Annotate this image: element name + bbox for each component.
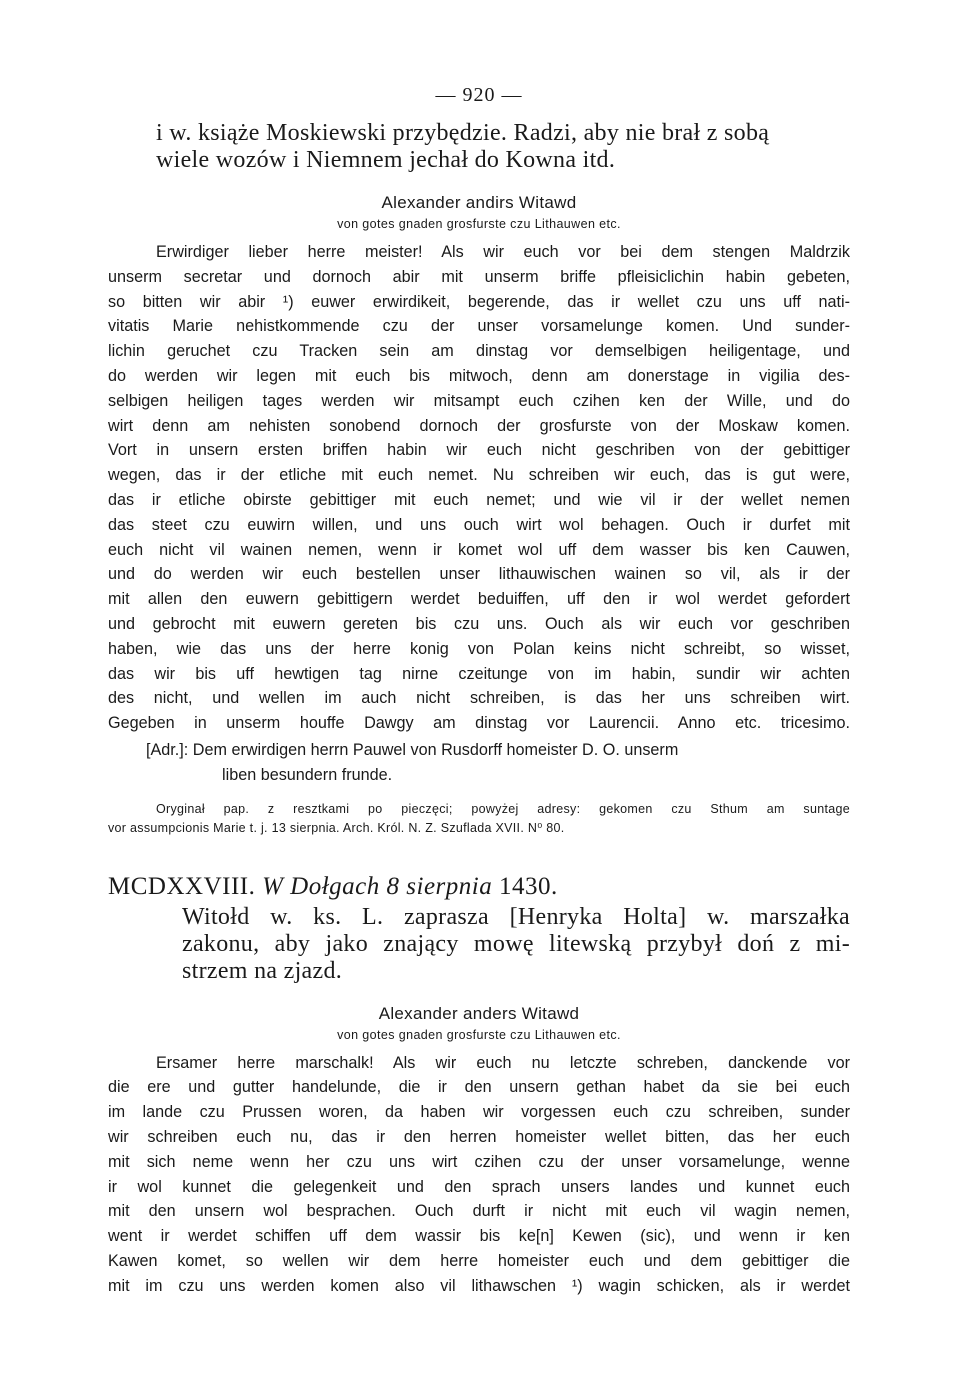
letter-body — [108, 240, 850, 736]
address-line: liben besundern frunde. — [222, 765, 393, 784]
letter-sender-title: von gotes gnaden grosfurste czu Lithauwen etc. — [337, 217, 621, 231]
archival-note — [108, 800, 850, 838]
body-line: mit sich neme wenn her czu uns wirt czihen czu der unser vorsamelunge, wenne — [108, 1152, 850, 1171]
previous-document-summary — [108, 120, 850, 174]
body-line: haben, wie das uns der herre konig von Polan keins nicht schreibt, so wisset, — [108, 639, 850, 658]
summary-line: strzem na zjazd. — [182, 957, 343, 984]
body-line: mit im czu uns werden komen also vil lithawschen ¹) wagin schicken, als ir werdet — [108, 1276, 850, 1295]
body-line: und do werden wir euch bestellen unser lithauwischen wainen so vil, als ir der — [108, 565, 850, 584]
summary-line: i w. książe Moskiewski przybędzie. Radzi, aby nie brał z sobą — [156, 120, 770, 146]
body-line: das steet czu euwirn willen, und uns ouch wirt wol behagen. Ouch ir durfet mit — [108, 515, 850, 534]
letter-body — [108, 1051, 850, 1299]
body-line: mit den unsern wol besprachen. Ouch durft ir nicht mit euch vil wagin nemen, — [108, 1202, 850, 1221]
page-number: — 920 — — [435, 84, 523, 106]
body-line: wir schreiben euch nu, das ir den herren homeister wellet bitten, das her euch — [108, 1127, 850, 1146]
body-line: selbigen heiligen tages werden wir mitsampt euch czihen ken der Wille, und do — [108, 391, 850, 410]
body-line: vitatis Marie nehistkommende czu der unser vorsamelunge komen. Und sunder- — [108, 317, 850, 336]
document-heading — [108, 872, 850, 902]
body-line: das ir etliche obirste gebittiger mit euch nemet; und wie vil ir der wellet nemen — [108, 490, 850, 509]
body-line: euch nicht vil wainen nemen, wenn ir komet wol uff dem wasser bis ken Cauwen, — [108, 540, 850, 559]
body-line: das wir bis uff hewtigen tag nirne czeitunge von im habin, sundir wir achten — [108, 664, 850, 683]
document-place-date: W Dołgach 8 sierpnia — [262, 872, 493, 900]
summary-line: zakonu, aby jako znający mowę litewską przybył doń z mi- — [182, 930, 850, 957]
body-line: die ere und gutter handelunde, die ir den unsern gethan habet da sie bei euch — [108, 1078, 850, 1097]
body-line: Vort in unsern ersten briffen habin wir euch nicht geschriben von der gebittiger — [108, 441, 850, 460]
summary-line: wiele wozów i Niemnem jechał do Kowna itd. — [156, 147, 616, 173]
letter-sender: Alexander anders Witawd — [378, 1003, 580, 1023]
body-line: wirt denn am nehisten sonobend dornoch der grosfurste von der Moskaw komen. — [108, 416, 850, 435]
body-line: mit allen den euwern gebittigern werdet beduiffen, uff den ir wol werdet gefordert — [108, 590, 850, 609]
address-line: [Adr.]: Dem erwirdigen herrn Pauwel von Rusdorff homeister D. O. unserm — [146, 740, 679, 759]
body-line: so bitten wir abir ¹) euwer erwirdikeit, begerende, das ir wellet czu uns uff nati- — [108, 292, 850, 311]
letter-address — [146, 738, 850, 788]
letter-sender-title: von gotes gnaden grosfurste czu Lithauwen etc. — [337, 1027, 621, 1042]
body-line: Erwirdiger lieber herre meister! Als wir euch vor bei dem stengen Maldrzik — [156, 243, 850, 261]
document-page — [108, 84, 850, 1299]
body-line: Kawen komet, so wellen wir dem herre homeister euch und dem gebittiger die — [108, 1251, 850, 1270]
summary-line: Witołd w. ks. L. zaprasza [Henryka Holta] w. marszałka — [182, 903, 850, 930]
note-line: Oryginał pap. z resztkami po pieczęci; powyżej adresy: gekomen czu Sthum am suntage — [156, 801, 850, 816]
body-line: und gebrocht mit euwern gereten bis czu uns. Ouch als wir euch vor geschriben — [108, 614, 850, 633]
document-year: 1430. — [498, 872, 558, 900]
body-line: do werden wir legen mit euch bis mitwoch, denn am donerstage in vigilia des- — [108, 366, 850, 385]
body-line: lichin geruchet czu Tracken sein am dinstag vor demselbigen heiligentage, und — [108, 342, 850, 361]
body-line: im lande czu Prussen woren, da haben wir vorgessen euch czu schreiben, sunder — [108, 1103, 850, 1122]
body-line: wegen, das ir der etliche mit euch nemet. Nu schreiben wir euch, das is gut were, — [108, 466, 850, 485]
letter-sender: Alexander andirs Witawd — [381, 193, 577, 212]
document-number: MCDXXVIII. — [108, 872, 256, 900]
body-line: ir wol kunnet die gelegenkeit und den sprach unsers landes und kunnet euch — [108, 1177, 850, 1196]
body-line: went ir werdet schiffen uff dem wassir bis ke[n] Kewen (sic), und wenn ir ken — [108, 1227, 850, 1246]
body-line: Gegeben in unserm houffe Dawgy am dinstag vor Laurencii. Anno etc. tricesimo. — [108, 714, 850, 733]
document-summary — [108, 904, 850, 985]
body-line: des nicht, und wellen im auch nicht schreiben, is das her uns schreiben wirt. — [108, 689, 850, 708]
body-line: Ersamer herre marschalk! Als wir euch nu letczte schreben, danckende vor — [156, 1053, 850, 1072]
note-line: vor assumpcionis Marie t. j. 13 sierpnia. Arch. Król. N. Z. Szuflada XVII. N⁰ 80. — [108, 820, 565, 835]
body-line: unserm secretar und dornoch abir mit unserm briffe pfleisiclichin habin gebeten, — [108, 267, 850, 286]
